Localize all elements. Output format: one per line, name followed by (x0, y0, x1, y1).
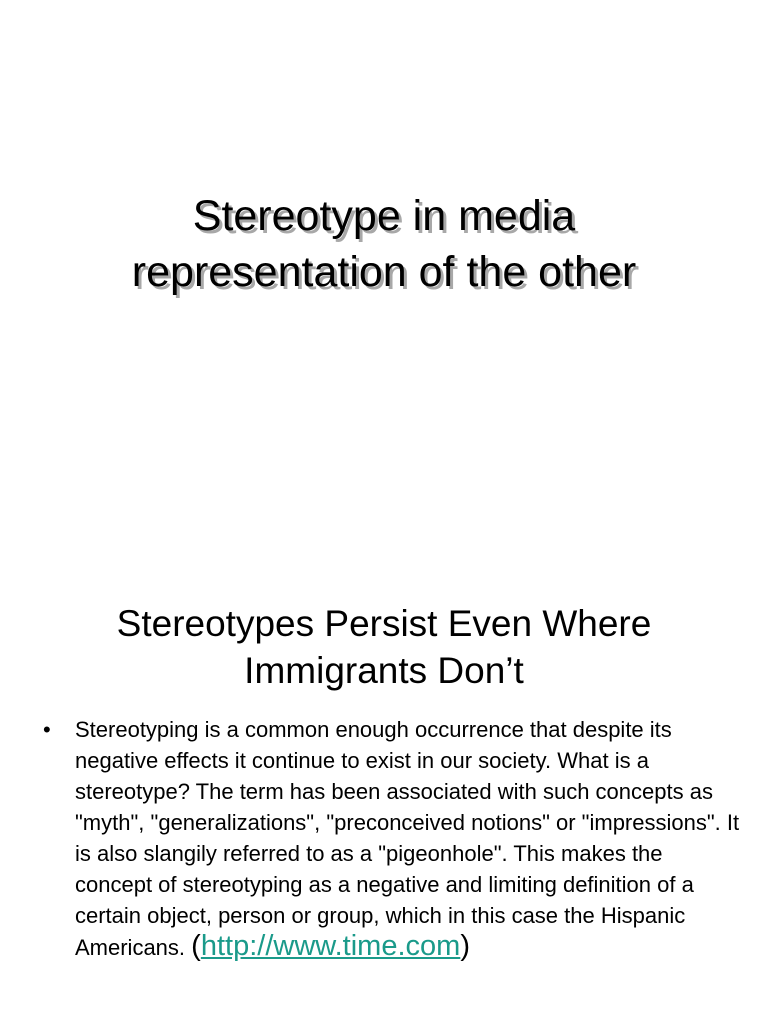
bullet-list (43, 714, 743, 963)
open-paren: ( (191, 930, 201, 962)
bullet-marker: • (43, 717, 51, 742)
bullet-paragraph (75, 714, 743, 963)
section-heading-line-2: Immigrants Don’t (244, 650, 524, 691)
slide-title-line-1: Stereotype in media (192, 192, 576, 240)
slide-title (0, 188, 768, 300)
section-heading-line-1: Stereotypes Persist Even Where (116, 603, 652, 644)
slide-title-line-2: representation of the other (131, 248, 637, 296)
section-heading (0, 600, 768, 694)
source-link[interactable]: http://www.time.com (200, 930, 461, 962)
bullet-body-text: Stereotyping is a common enough occurrence that despite its negative effects it continue to exist in our society. What is a stereotype? The term has been associated with such concepts as "myth", "generalizations", "preconceived notions" or "impressions". It is also slangily referred to as a "pigeonhole". This makes the concept of stereotyping as a negative and limiting definition of a certain object, person or group, which in this case the Hispanic Americans. (75, 717, 740, 960)
close-paren: ) (460, 930, 470, 962)
